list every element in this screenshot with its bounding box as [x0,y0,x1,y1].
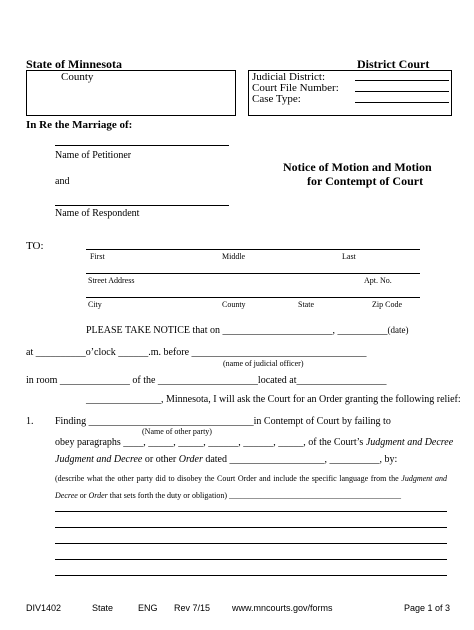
order-term: Order [178,454,203,465]
recipient-city-field[interactable] [86,297,420,298]
finding-line[interactable]: Finding _________________________________in Contempt of Court by failing to [55,416,391,427]
hearing-time-line[interactable]: at __________o’clock ______.m. before ___________________________________ [26,347,367,358]
respondent-name-field[interactable] [55,205,229,206]
and-label: and [55,176,70,187]
date-hint: (date) [387,325,409,335]
state-heading: State of Minnesota [26,57,122,71]
county-label: County [61,71,94,83]
page-number: Page 1 of 3 [404,603,451,613]
court-file-number-field[interactable] [355,91,449,92]
judgment-decree-term-2: Judgment and Decree [55,454,143,465]
first-name-hint: First [90,252,105,261]
footer-state: State [92,603,114,613]
judicial-district-label: Judicial District: [252,71,326,83]
judicial-officer-hint: (name of judicial officer) [223,359,304,368]
document-title-line2: for Contempt of Court [307,174,424,188]
case-info-box [248,70,452,116]
document-title-line1: Notice of Motion and Motion [283,160,432,174]
judicial-district-field[interactable] [355,80,449,81]
hearing-location-line[interactable]: in room ______________ of the ____________________located at__________________ [26,375,387,386]
order-term-2: Order [88,491,108,500]
apt-no-hint: Apt. No. [364,276,392,285]
court-heading: District Court [357,57,430,71]
footer-revision: Rev 7/15 [174,603,211,613]
judgment-decree-term-3: Judgment and Decree [55,474,447,500]
footer-url[interactable]: www.mncourts.gov/forms [232,603,333,613]
blank-line[interactable] [55,559,447,560]
respondent-label: Name of Respondent [55,208,140,219]
in-re-heading: In Re the Marriage of: [26,119,133,131]
item-number: 1. [26,416,34,427]
order-dated-line[interactable] [55,454,397,465]
recipient-street-field[interactable] [86,273,420,274]
to-label: TO: [26,240,44,252]
state-hint: State [298,300,314,309]
petitioner-label: Name of Petitioner [55,150,132,161]
last-name-hint: Last [342,252,356,261]
other-party-hint: (Name of other party) [142,427,212,436]
describe-instructions[interactable] [55,470,447,504]
describe-text-b: or [79,491,89,500]
court-file-number-label: Court File Number: [252,82,339,94]
blank-line[interactable] [55,511,447,512]
case-type-label: Case Type: [252,93,301,105]
describe-text-c: that sets forth the duty or obligation) ___________________________________________ [107,491,402,500]
city-hint: City [88,300,102,309]
obey-paragraphs-text: obey paragraphs ____, _____, _____, ______, ______, _____, of the Court’s [55,437,366,448]
blank-line[interactable] [55,527,447,528]
or-other-text: or other [142,454,179,465]
notice-date-line[interactable] [86,325,409,336]
case-type-field[interactable] [355,102,449,103]
petitioner-name-field[interactable] [55,145,229,146]
recipient-name-field[interactable] [86,249,420,250]
footer-language: ENG [138,603,158,613]
street-address-hint: Street Address [88,276,135,285]
obey-paragraphs-line[interactable] [55,437,453,448]
county-box[interactable] [26,70,236,116]
blank-line[interactable] [55,575,447,576]
middle-name-hint: Middle [222,252,246,261]
notice-date-text: PLEASE TAKE NOTICE that on ______________________, __________ [86,325,388,336]
relief-request-line[interactable]: _______________, Minnesota, I will ask the Court for an Order granting the following relief: [86,394,461,405]
zip-code-hint: Zip Code [372,300,402,309]
blank-line[interactable] [55,543,447,544]
dated-text: dated ___________________, __________, by: [202,454,398,465]
describe-text-a: (describe what the other party did to disobey the Court Order and include the specific language from the [55,474,402,483]
judgment-decree-term: Judgment and Decree [365,437,454,448]
form-code: DIV1402 [26,603,62,613]
county-hint: County [222,300,246,309]
